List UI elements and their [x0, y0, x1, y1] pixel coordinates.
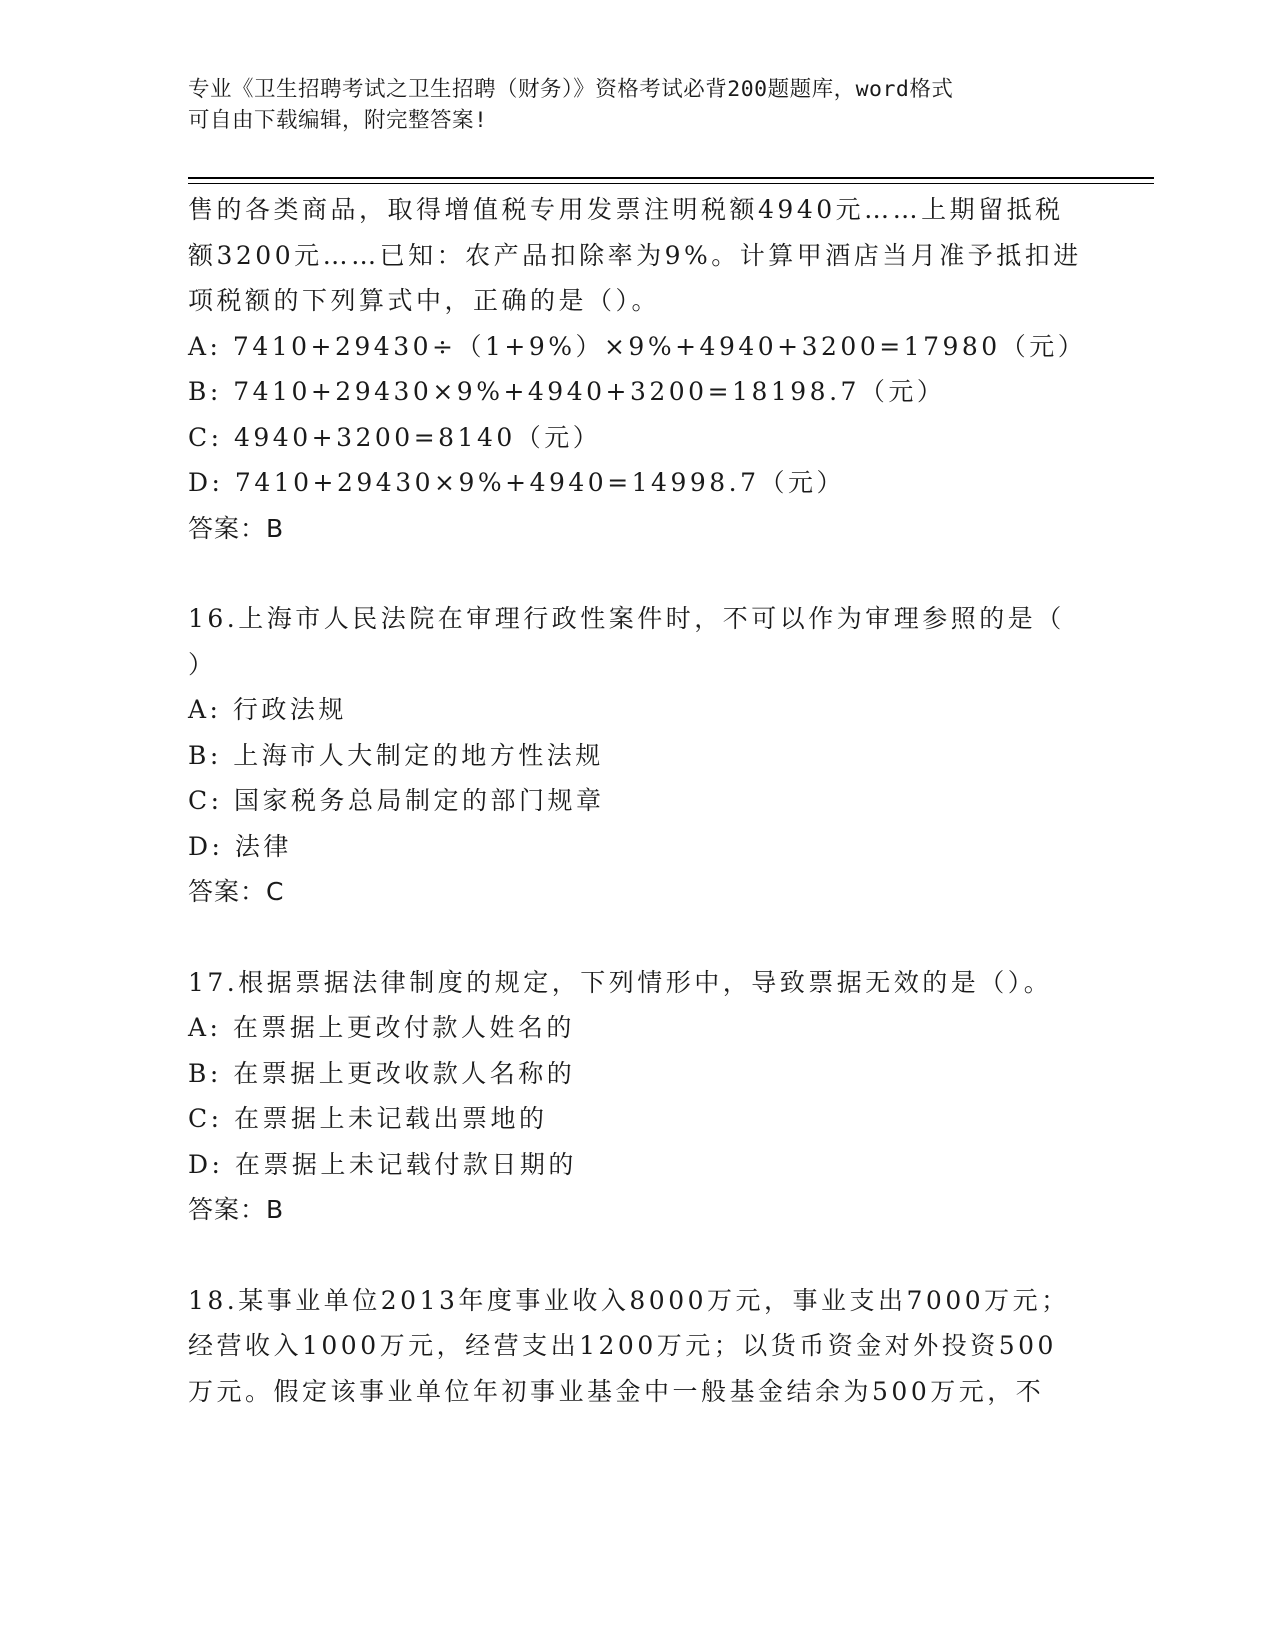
option-a: A: 在票据上更改付款人姓名的: [188, 1013, 575, 1042]
option-a: A: 行政法规: [188, 695, 347, 724]
header-title-line-1: 专业《卫生招聘考试之卫生招聘（财务）》资格考试必背200题题库，word格式: [188, 77, 954, 102]
question-spacer: [188, 1233, 1088, 1278]
question-list: [188, 187, 1088, 1414]
question-stem-line: 万元。假定该事业单位年初事业基金中一般基金结余为500万元，不: [188, 1376, 1045, 1406]
question-stem-line: 额3200元……已知：农产品扣除率为9%。计算甲酒店当月准予抵扣进: [188, 240, 1082, 270]
option-d: D: 在票据上未记载付款日期的: [188, 1149, 577, 1179]
question-spacer: [188, 915, 1088, 960]
document-header: [188, 74, 1078, 136]
option-a: A: 7410+29430÷（1+9%）×9%+4940+3200=17980（元）: [188, 331, 1087, 361]
answer-label: 答案：B: [188, 513, 285, 543]
question-spacer: [188, 551, 1088, 596]
question-stem-line: 16.上海市人民法院在审理行政性案件时，不可以作为审理参照的是（: [188, 604, 1065, 633]
question-stem-line: 经营收入1000万元，经营支出1200万元；以货币资金对外投资500: [188, 1331, 1057, 1360]
header-title-line-2: 可自由下载编辑，附完整答案!: [188, 108, 488, 133]
question-stem-line: 项税额的下列算式中，正确的是（）。: [188, 286, 661, 315]
question-17: [188, 960, 1088, 1233]
option-d: D: 法律: [188, 831, 292, 861]
option-c: C: 国家税务总局制定的部门规章: [188, 786, 605, 815]
question-stem-line: 17.根据票据法律制度的规定，下列情形中，导致票据无效的是（）。: [188, 967, 1053, 997]
option-c: C: 4940+3200=8140（元）: [188, 422, 602, 452]
question-16: [188, 596, 1088, 915]
question-stem-line: ）: [188, 649, 217, 679]
option-b: B: 7410+29430×9%+4940+3200=18198.7（元）: [188, 377, 946, 406]
option-b: B: 上海市人大制定的地方性法规: [188, 740, 604, 770]
header-rule-thick: [188, 177, 1154, 179]
question-15: [188, 187, 1088, 551]
answer-label: 答案：B: [188, 1195, 285, 1224]
answer-label: 答案：C: [188, 877, 285, 906]
option-b: B: 在票据上更改收款人名称的: [188, 1058, 576, 1088]
question-stem-line: 18.某事业单位2013年度事业收入8000万元，事业支出7000万元；: [188, 1285, 1070, 1315]
header-rule-thin: [188, 183, 1154, 184]
option-d: D: 7410+29430×9%+4940=14998.7（元）: [188, 468, 846, 497]
question-18: [188, 1278, 1088, 1415]
option-c: C: 在票据上未记载出票地的: [188, 1104, 548, 1133]
question-stem-line: 售的各类商品，取得增值税专用发票注明税额4940元……上期留抵税: [188, 195, 1064, 224]
